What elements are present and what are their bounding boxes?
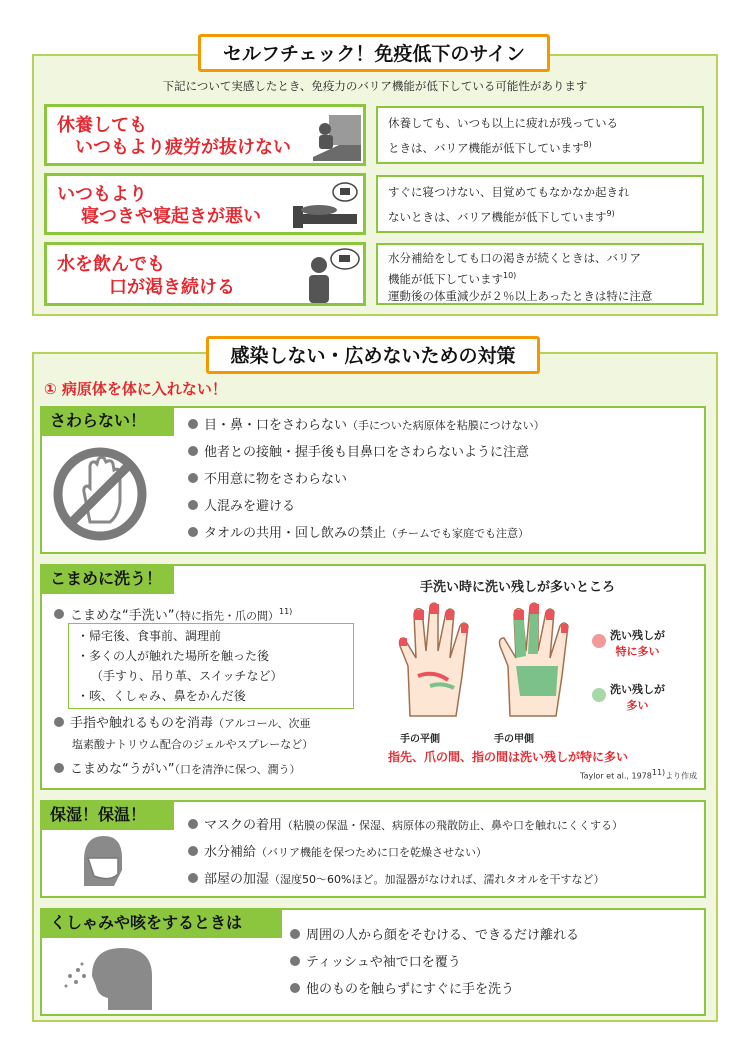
desc-line1: すぐに寝つけない、目覚めてもなかなか起きれ xyxy=(388,185,630,199)
sleeping-person-icon xyxy=(289,180,363,234)
figure-caption: 指先、爪の間、指の間は洗い残しが特に多い xyxy=(388,750,629,764)
humid-tag: 保湿！保温！ xyxy=(40,800,174,830)
sign-desc-fatigue xyxy=(376,106,704,164)
touch-tag: さわらない！ xyxy=(40,406,174,436)
touch-bullets xyxy=(188,412,545,547)
back-label: 手の甲側 xyxy=(494,734,534,745)
sneeze-bullet: 周囲の人から顔をそむける、できるだけ離れる xyxy=(290,922,579,949)
wash-tag: こまめに洗う！ xyxy=(40,564,174,594)
touch-bullet: 他者との接触・握手後も目鼻口をさわらないように注意 xyxy=(188,439,545,466)
figure-title: 手洗い時に洗い残しが多いところ xyxy=(420,580,616,595)
touch-bullet: タオルの共用・回し飲みの禁止（チームでも家庭でも注意） xyxy=(188,520,545,547)
wash-bullet-gargle: こまめな“うがい”（口を清浄に保つ、潤う） xyxy=(54,756,301,783)
self-check-title: セルフチェック！免疫低下のサイン xyxy=(198,34,550,72)
humid-bullet: 水分補給（バリア機能を保つために口を乾燥させない） xyxy=(188,839,623,866)
figure-credit: Taylor et al., 1978$^{11)}$より作成 xyxy=(580,768,698,781)
timing-item: ・帰宅後、食事前、調理前 xyxy=(77,629,222,643)
humid-bullet: マスクの着用（粘膜の保温・保湿、病原体の飛散防止、鼻や口を触れにくくする） xyxy=(188,812,623,839)
sign-line1: いつもより xyxy=(57,184,147,205)
sign-card-thirst xyxy=(44,242,366,306)
wash-bullet-handwash: こまめな“手洗い”（特に指先・爪の間）$^{11)}$ xyxy=(54,598,292,629)
sign-line2: いつもより疲労が抜けない xyxy=(75,137,291,158)
sign-line1: 休養しても xyxy=(57,115,147,136)
self-check-intro: 下記について実感したとき、免疫力のバリア機能が低下している可能性があります xyxy=(162,79,588,93)
hands-illustration xyxy=(390,596,590,726)
sneeze-bullets xyxy=(290,922,579,1003)
handwash-timing-box xyxy=(68,623,354,709)
desc-line2: ときは、バリア機能が低下しています$^{8)}$ xyxy=(388,140,592,155)
humid-bullet: 部屋の加湿（湿度50〜60%ほど。加湿器がなければ、濡れタオルを干すなど） xyxy=(188,866,623,893)
mask-face-icon xyxy=(70,830,130,890)
sign-card-sleep xyxy=(44,173,366,235)
prevention-title: 感染しない・広めないための対策 xyxy=(206,336,540,374)
desc-line1: 休養しても、いつも以上に疲れが残っている xyxy=(388,116,618,130)
timing-item: ・多くの人が触れた場所を触った後 xyxy=(77,649,270,663)
prevention-subtitle: ① 病原体を体に入れない！ xyxy=(44,380,227,398)
touch-bullet: 不用意に物をさわらない xyxy=(188,466,545,493)
desc-line3: 運動後の体重減少が２％以上あったときは特に注意 xyxy=(388,288,653,303)
sign-desc-thirst xyxy=(376,243,704,305)
palm-label: 手の平側 xyxy=(400,734,440,745)
touch-bullet: 目・鼻・口をさわらない（手についた病原体を粘膜につけない） xyxy=(188,412,545,439)
desc-line1: 水分補給をしても口の渇きが続くときは、バリア xyxy=(388,251,641,265)
desc-line2: 機能が低下しています$^{10)}$ xyxy=(388,271,517,286)
disinfect-note: 塩素酸ナトリウム配合のジェルやスプレーなど） xyxy=(72,738,314,751)
sneeze-tag: くしゃみや咳をするときは xyxy=(40,908,282,938)
legend-red-dot xyxy=(592,634,606,648)
legend-green-text: 洗い残しが 多い xyxy=(610,683,665,712)
touch-bullet: 人混みを避ける xyxy=(188,493,545,520)
humid-bullets xyxy=(188,812,623,893)
timing-item: ・咳、くしゃみ、鼻をかんだ後 xyxy=(77,689,246,703)
tired-person-icon xyxy=(309,109,365,163)
sign-card-fatigue xyxy=(44,104,366,166)
legend-red-text: 洗い残しが 特に多い xyxy=(610,629,665,658)
sign-line2: 口が渇き続ける xyxy=(109,277,235,298)
desc-line2: ないときは、バリア機能が低下しています$^{9)}$ xyxy=(388,209,615,224)
sign-desc-sleep xyxy=(376,175,704,233)
timing-item-note: （手すり、吊り革、スイッチなど） xyxy=(91,669,283,683)
sneeze-bullet: ティッシュや袖で口を覆う xyxy=(290,949,579,976)
sneeze-bullet: 他のものを触らずにすぐに手を洗う xyxy=(290,976,579,1003)
thirsty-person-icon xyxy=(297,247,363,305)
sneezing-face-icon xyxy=(62,942,162,1012)
handwash-figure xyxy=(380,570,698,784)
no-touch-icon xyxy=(50,444,150,544)
sign-line2: 寝つきや寝起きが悪い xyxy=(81,206,261,227)
legend-green-dot xyxy=(592,688,606,702)
wash-bullet-disinfect: 手指や触れるものを消毒（アルコール、次亜 xyxy=(54,714,310,734)
sign-line1: 水を飲んでも xyxy=(57,254,165,275)
